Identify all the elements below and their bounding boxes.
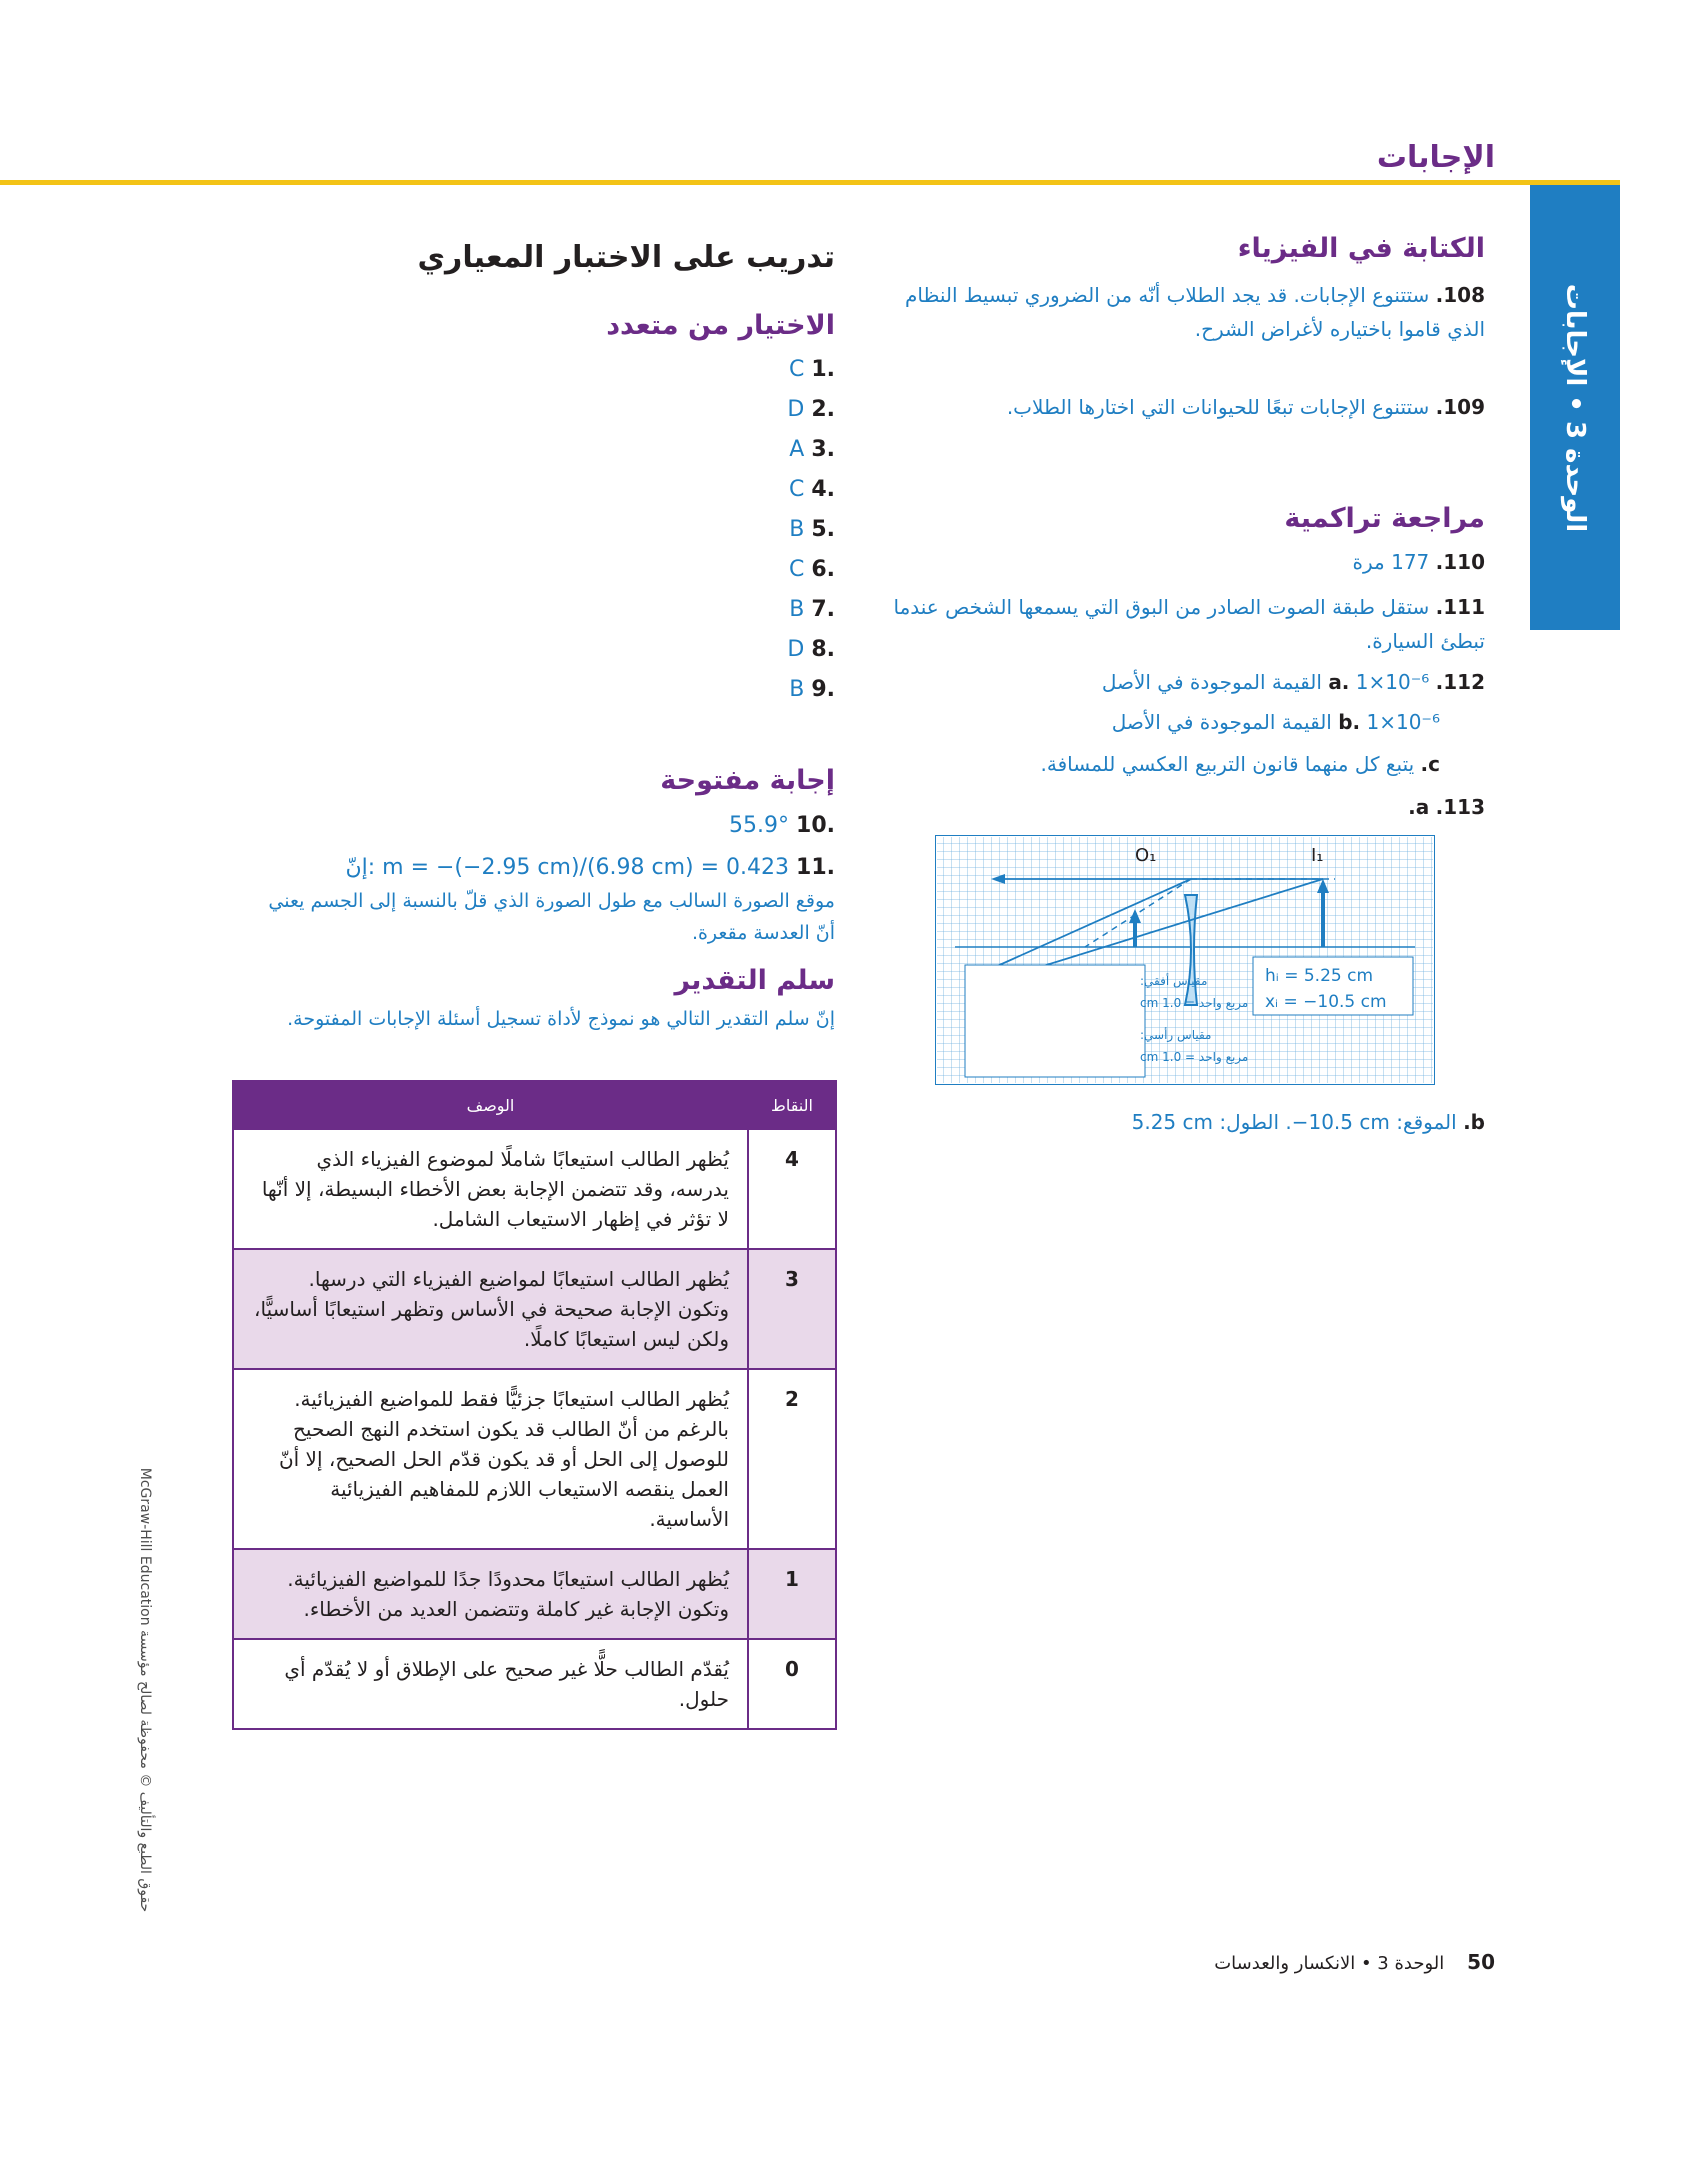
answer-108-num: 108. xyxy=(1435,283,1485,307)
answer-111-num: 111. xyxy=(1435,595,1485,619)
answer-110-value: 177 xyxy=(1391,550,1430,574)
rubric-col-points: النقاط xyxy=(748,1081,836,1129)
side-tab-label: الوحدة 3 • الإجابات xyxy=(1560,283,1590,532)
mc-letter: B xyxy=(789,677,805,702)
mc-letter: C xyxy=(788,557,805,582)
mc-num: .9 xyxy=(811,677,835,702)
answer-112c-text: يتبع كل منهما قانون التربيع العكسي للمسافة. xyxy=(1040,752,1415,776)
rubric-description: يُظهر الطالب استيعابًا لمواضيع الفيزياء التي درسها. وتكون الإجابة صحيحة في الأساس وتظهر استيعابًا أساسيًّا، ولكن ليس استيعابًا كاملًا. xyxy=(233,1249,748,1369)
rubric-description: يُقدّم الطالب حلًّا غير صحيح على الإطلاق أو لا يُقدّم أي حلول. xyxy=(233,1639,748,1729)
rubric-points: 3 xyxy=(748,1249,836,1369)
mc-answer-1 xyxy=(235,350,835,390)
q11-num: .11 xyxy=(796,855,835,880)
table-row xyxy=(233,1639,836,1729)
answer-113a-label: a. xyxy=(1408,795,1430,819)
page-number: 50 xyxy=(1467,1950,1495,1974)
answer-112b xyxy=(885,705,1440,739)
open-heading: إجابة مفتوحة xyxy=(660,765,835,796)
h-scale-title: مقياس أفقي: xyxy=(1140,974,1208,988)
answer-111 xyxy=(885,590,1485,658)
footer-text: الوحدة 3 • الانكسار والعدسات xyxy=(1214,1953,1445,1974)
side-tab xyxy=(1530,185,1620,630)
v-scale-title: مقياس رأسي: xyxy=(1140,1028,1212,1042)
answer-111-text: ستقل طبقة الصوت الصادر من البوق التي يسمعها الشخص عندما تبطئ السيارة. xyxy=(893,595,1485,653)
answer-109-text: ستتنوع الإجابات تبعًا للحيوانات التي اختارها الطلاب. xyxy=(1006,395,1430,419)
mc-num: .4 xyxy=(811,477,835,502)
rubric-points: 2 xyxy=(748,1369,836,1549)
rubric-description: يُظهر الطالب استيعابًا شاملًا لموضوع الفيزياء الذي يدرسه، وقد تتضمن الإجابة بعض الأخطاء البسيطة، إلا أنّها لا تؤثر في إظهار الاستيعاب الشامل. xyxy=(233,1129,748,1249)
image-height-label: hᵢ = 5.25 cm xyxy=(1265,966,1374,986)
mc-num: .1 xyxy=(811,357,835,382)
open-answer-10 xyxy=(235,806,835,846)
rubric-points: 0 xyxy=(748,1639,836,1729)
mc-letter: D xyxy=(787,637,805,662)
answer-112b-text: 1×10⁻⁶ القيمة الموجودة في الأصل xyxy=(1111,710,1440,734)
rubric-points: 1 xyxy=(748,1549,836,1639)
answer-109 xyxy=(895,390,1485,424)
answer-113a xyxy=(885,790,1485,824)
answer-113b xyxy=(885,1105,1485,1139)
mc-letter: C xyxy=(788,357,805,382)
mc-answer-9 xyxy=(235,670,835,710)
answer-110-num: 110. xyxy=(1435,550,1485,574)
rubric-description: يُظهر الطالب استيعابًا محدودًا جدًا للمواضيع الفيزيائية. وتكون الإجابة غير كاملة وتتضمن العديد من الأخطاء. xyxy=(233,1549,748,1639)
open-answer-11 xyxy=(235,848,835,888)
mc-letter: B xyxy=(789,517,805,542)
answer-112a-label: a. xyxy=(1328,670,1350,694)
q10-num: .10 xyxy=(796,813,835,838)
mc-answer-7 xyxy=(235,590,835,630)
rubric-heading: سلم التقدير xyxy=(674,965,835,996)
v-scale-value: مربع واحد = 1.0 cm xyxy=(1140,1050,1249,1064)
answer-113b-text: الموقع: ‎−10.5 cm‎. الطول: ‎5.25 cm xyxy=(1131,1110,1457,1134)
answer-112b-label: b. xyxy=(1338,710,1361,734)
table-row xyxy=(233,1249,836,1369)
answer-108-text: ستتنوع الإجابات. قد يجد الطلاب أنّه من الضروري تبسيط النظام الذي قاموا باختياره لأغراض الشرح. xyxy=(905,283,1485,341)
ray-diagram xyxy=(935,835,1435,1085)
mc-letter: C xyxy=(788,477,805,502)
rubric-header-row xyxy=(233,1081,836,1129)
answer-109-num: 109. xyxy=(1435,395,1485,419)
mc-answer-4 xyxy=(235,470,835,510)
standard-test-heading: تدريب على الاختبار المعياري xyxy=(417,240,835,275)
table-row xyxy=(233,1129,836,1249)
mc-letter: B xyxy=(789,597,805,622)
rubric-col-description: الوصف xyxy=(233,1081,748,1129)
answer-112-num: 112. xyxy=(1435,670,1485,694)
mc-num: .3 xyxy=(811,437,835,462)
mc-answer-3 xyxy=(235,430,835,470)
rubric-intro: إنّ سلم التقدير التالي هو نموذج لأداة تسجيل أسئلة الإجابات المفتوحة. xyxy=(287,1008,835,1030)
answer-113-num: 113. xyxy=(1435,795,1485,819)
q10-answer: 55.9° xyxy=(729,813,790,838)
mc-num: .5 xyxy=(811,517,835,542)
answer-112a-text: 1×10⁻⁶ القيمة الموجودة في الأصل xyxy=(1101,670,1430,694)
answer-112c xyxy=(885,747,1440,781)
h-scale-value: مربع واحد = 1.0 cm xyxy=(1140,996,1249,1010)
q11-lead: :إنّ xyxy=(345,855,376,880)
copyright-credit xyxy=(130,1440,160,1940)
rubric-description: يُظهر الطالب استيعابًا جزئيًّا فقط للمواضيع الفيزيائية. بالرغم من أنّ الطالب قد يكون استخدم النهج الصحيح للوصول إلى الحل أو قد يكون قدّم الحل الصحيح، إلا أنّ العمل ينقصه الاستيعاب اللازم للمفاهيم الفيزيائية الأساسية. xyxy=(233,1369,748,1549)
table-row xyxy=(233,1369,836,1549)
review-heading: مراجعة تراكمية xyxy=(1284,503,1485,534)
mc-num: .8 xyxy=(811,637,835,662)
answer-110 xyxy=(885,545,1485,579)
answer-112c-label: c. xyxy=(1420,752,1440,776)
mc-num: .6 xyxy=(811,557,835,582)
answer-112a xyxy=(885,665,1485,699)
answer-110-unit: مرة xyxy=(1352,550,1385,574)
rubric-table xyxy=(232,1080,837,1730)
mc-answer-2 xyxy=(235,390,835,430)
answer-113b-label: b. xyxy=(1463,1110,1485,1134)
mc-answer-list xyxy=(235,350,835,710)
mc-num: .7 xyxy=(811,597,835,622)
mc-answer-5 xyxy=(235,510,835,550)
table-row xyxy=(233,1549,836,1639)
mc-letter: A xyxy=(789,437,805,462)
mc-answer-8 xyxy=(235,630,835,670)
mc-heading: الاختيار من متعدد xyxy=(606,310,835,341)
rubric-points: 4 xyxy=(748,1129,836,1249)
mc-answer-6 xyxy=(235,550,835,590)
answer-108 xyxy=(895,278,1485,346)
page-footer xyxy=(1000,1950,1495,1974)
copyright-text: حقوق الطبع والتأليف © محفوظة لصالح مؤسسة McGraw-Hill Education xyxy=(137,1467,153,1913)
q11-formula: m = −(−2.95 cm)/(6.98 cm) = 0.423 xyxy=(382,855,790,880)
page-title: الإجابات xyxy=(1376,140,1495,175)
writing-heading: الكتابة في الفيزياء xyxy=(1237,233,1485,264)
image-label: I₁ xyxy=(1311,845,1324,866)
mc-num: .2 xyxy=(811,397,835,422)
mc-letter: D xyxy=(787,397,805,422)
image-distance-label: xᵢ = −10.5 cm xyxy=(1265,992,1387,1012)
scale-legend-box xyxy=(965,965,1145,1077)
object-label: O₁ xyxy=(1135,845,1157,866)
q11-explanation: موقع الصورة السالب مع طول الصورة الذي قلّ بالنسبة إلى الجسم يعني أنّ العدسة مقعرة. xyxy=(268,890,835,944)
header-rule xyxy=(0,180,1620,185)
